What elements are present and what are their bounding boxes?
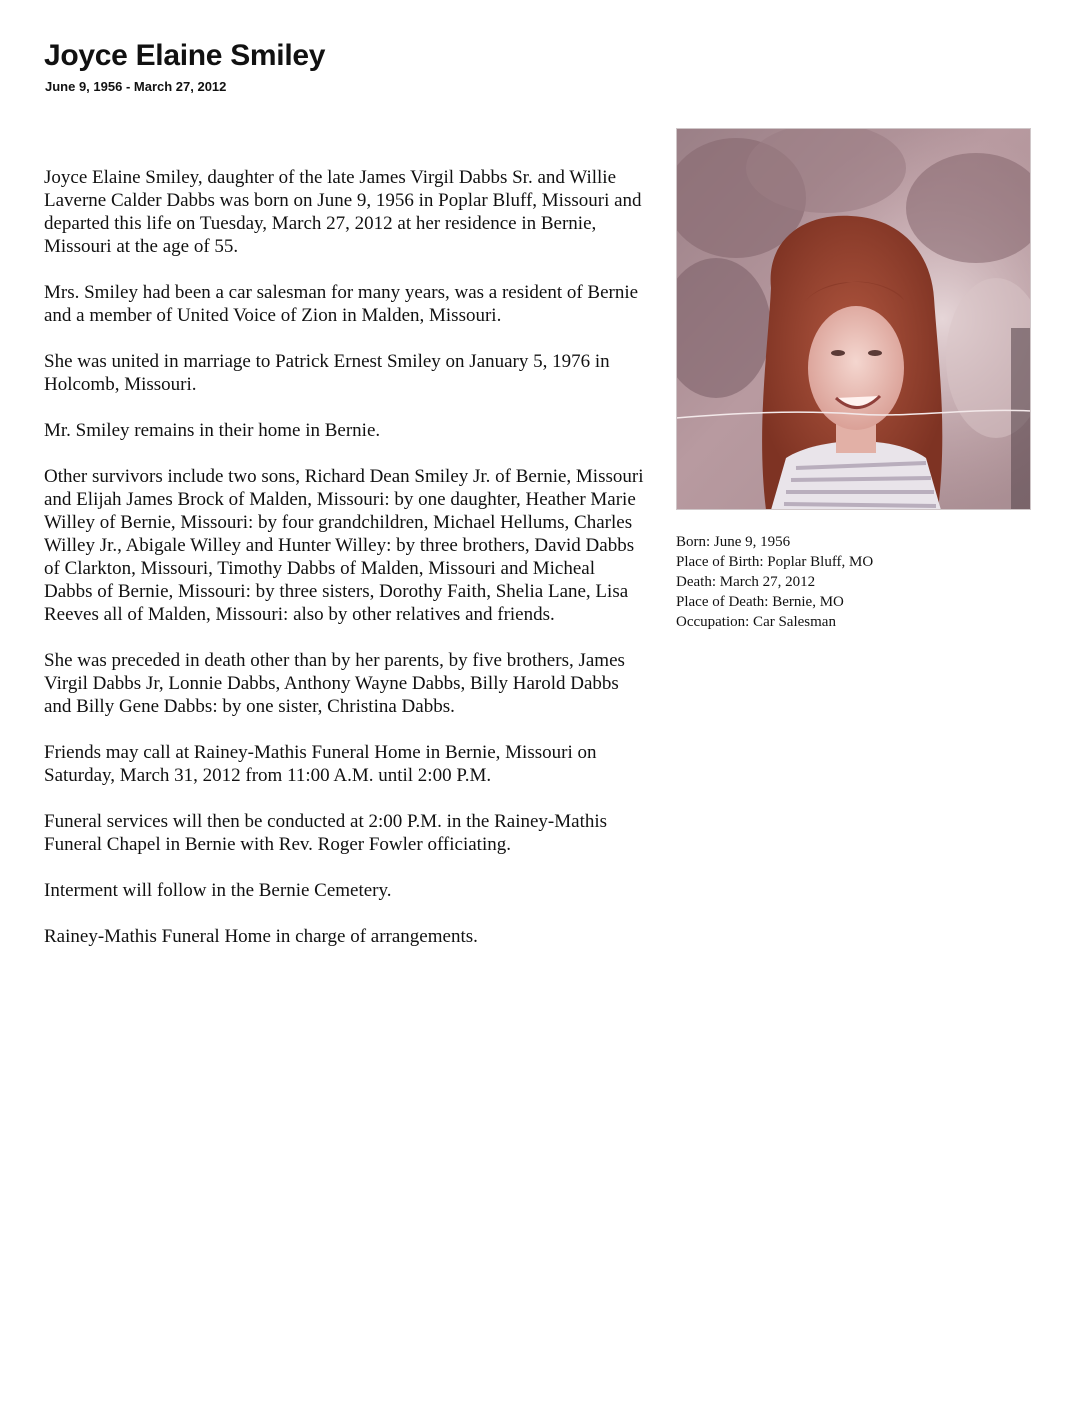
- obituary-paragraph: Mr. Smiley remains in their home in Bernie.: [44, 420, 381, 441]
- obituary-paragraph: Friends may call at Rainey-Mathis Funeral Home in Bernie, Missouri on Saturday, March 31, 2012 from 11:00 A.M. until 2:00 P.M.: [44, 742, 597, 786]
- obituary-body: [44, 166, 644, 971]
- fact-place-of-death: Place of Death: Bernie, MO: [676, 594, 844, 610]
- obituary-paragraph: Funeral services will then be conducted at 2:00 P.M. in the Rainey-Mathis Funeral Chapel in Bernie with Rev. Roger Fowler officiating.: [44, 811, 608, 855]
- obituary-paragraph: Mrs. Smiley had been a car salesman for many years, was a resident of Bernie and a member of United Voice of Zion in Malden, Missouri.: [44, 282, 639, 326]
- obituary-paragraph: Rainey-Mathis Funeral Home in charge of arrangements.: [44, 926, 478, 947]
- fact-born: Born: June 9, 1956: [676, 534, 791, 550]
- obituary-paragraph: Interment will follow in the Bernie Cemetery.: [44, 880, 392, 901]
- fact-death: Death: March 27, 2012: [676, 574, 816, 590]
- page-title: Joyce Elaine Smiley: [44, 39, 326, 72]
- fact-place-of-birth: Place of Birth: Poplar Bluff, MO: [676, 554, 874, 570]
- obituary-paragraph: Joyce Elaine Smiley, daughter of the late James Virgil Dabbs Sr. and Willie Laverne Calder Dabbs was born on June 9, 1956 in Poplar Bluff, Missouri and departed this life on Tuesday, March 27, 2012 at her residence in Bernie, Missouri at the age of 55.: [44, 167, 642, 257]
- vital-facts: [676, 532, 1056, 632]
- life-dates: June 9, 1956 - March 27, 2012: [45, 79, 227, 94]
- obituary-paragraph: She was united in marriage to Patrick Ernest Smiley on January 5, 1976 in Holcomb, Missouri.: [44, 351, 610, 395]
- fact-occupation: Occupation: Car Salesman: [676, 614, 836, 630]
- obituary-paragraph: Other survivors include two sons, Richard Dean Smiley Jr. of Bernie, Missouri and Elijah James Brock of Malden, Missouri: by one daughter, Heather Marie Willey of Bernie, Missouri: by four grandchildren, Michael Hellums, Charles Willey Jr., Abigale Willey and Hunter Willey: by three brothers, David Dabbs of Clarkton, Missouri, Timothy Dabbs of Malden, Missouri and Micheal Dabbs of Bernie, Missouri: by three sisters, Dorothy Faith, Shelia Lane, Lisa Reeves all of Malden, Missouri: also by other relatives and friends.: [44, 466, 644, 625]
- portrait-photo: [676, 128, 1031, 510]
- obituary-paragraph: She was preceded in death other than by her parents, by five brothers, James Virgil Dabbs Jr, Lonnie Dabbs, Anthony Wayne Dabbs, Billy Harold Dabbs and Billy Gene Dabbs: by one sister, Christina Dabbs.: [44, 650, 625, 717]
